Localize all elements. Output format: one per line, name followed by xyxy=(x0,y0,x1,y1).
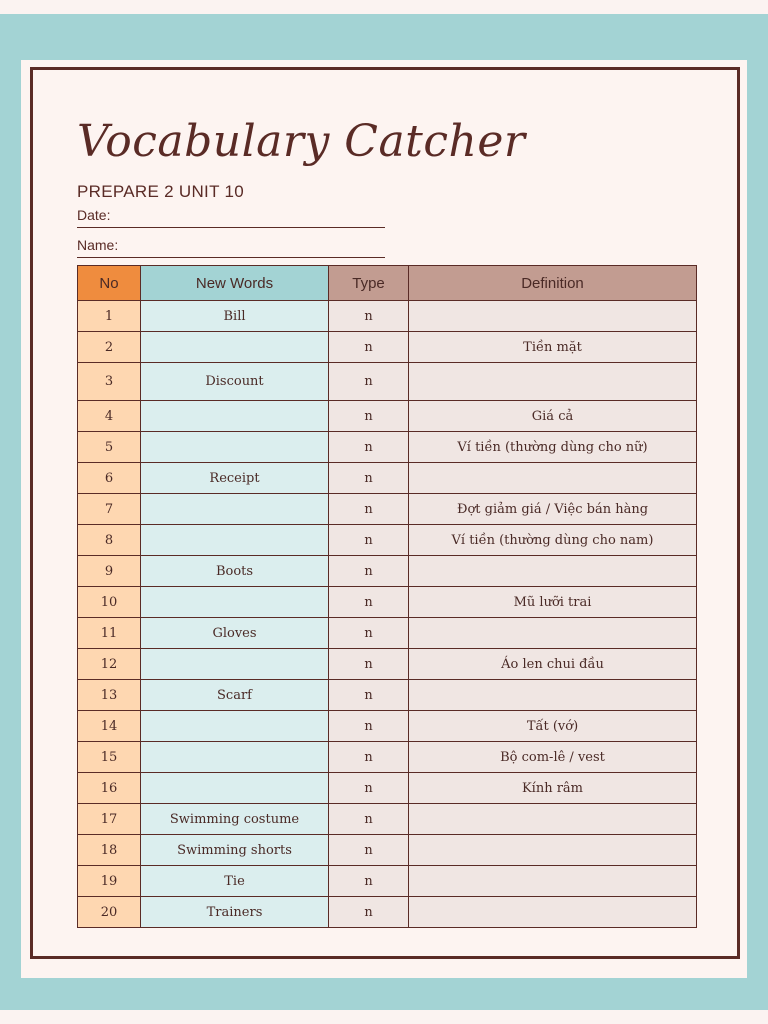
table-row xyxy=(78,301,697,332)
definition-cell[interactable] xyxy=(409,835,697,866)
definition-cell[interactable] xyxy=(409,680,697,711)
new-word-cell[interactable] xyxy=(141,525,329,556)
row-number: 15 xyxy=(78,742,141,773)
row-number: 20 xyxy=(78,897,141,928)
definition-cell[interactable] xyxy=(409,463,697,494)
word-type-cell[interactable]: n xyxy=(329,680,409,711)
definition-cell[interactable]: Mũ lưỡi trai xyxy=(409,587,697,618)
word-type-cell[interactable]: n xyxy=(329,494,409,525)
word-type-cell[interactable]: n xyxy=(329,556,409,587)
definition-cell[interactable]: Bộ com-lê / vest xyxy=(409,742,697,773)
new-word-cell[interactable] xyxy=(141,587,329,618)
new-word-cell[interactable] xyxy=(141,773,329,804)
new-word-cell[interactable] xyxy=(141,649,329,680)
table-row xyxy=(78,432,697,463)
table-row xyxy=(78,773,697,804)
table-row xyxy=(78,804,697,835)
worksheet-subtitle: PREPARE 2 UNIT 10 xyxy=(77,182,244,201)
definition-cell[interactable] xyxy=(409,363,697,401)
date-label: Date: xyxy=(77,207,111,223)
row-number: 9 xyxy=(78,556,141,587)
new-word-cell[interactable] xyxy=(141,401,329,432)
table-row xyxy=(78,618,697,649)
word-type-cell[interactable]: n xyxy=(329,363,409,401)
header-no: No xyxy=(78,266,141,301)
new-word-cell[interactable] xyxy=(141,432,329,463)
new-word-cell[interactable]: Tie xyxy=(141,866,329,897)
top-margin xyxy=(0,0,768,14)
new-word-cell[interactable]: Boots xyxy=(141,556,329,587)
word-type-cell[interactable]: n xyxy=(329,711,409,742)
word-type-cell[interactable]: n xyxy=(329,463,409,494)
definition-cell[interactable]: Ví tiền (thường dùng cho nam) xyxy=(409,525,697,556)
definition-cell[interactable] xyxy=(409,618,697,649)
table-row xyxy=(78,866,697,897)
word-type-cell[interactable]: n xyxy=(329,332,409,363)
worksheet xyxy=(21,60,747,978)
row-number: 17 xyxy=(78,804,141,835)
row-number: 1 xyxy=(78,301,141,332)
word-type-cell[interactable]: n xyxy=(329,525,409,556)
word-type-cell[interactable]: n xyxy=(329,742,409,773)
bottom-margin xyxy=(0,1010,768,1024)
row-number: 14 xyxy=(78,711,141,742)
word-type-cell[interactable]: n xyxy=(329,835,409,866)
row-number: 3 xyxy=(78,363,141,401)
table-row xyxy=(78,680,697,711)
definition-cell[interactable]: Giá cả xyxy=(409,401,697,432)
word-type-cell[interactable]: n xyxy=(329,649,409,680)
new-word-cell[interactable]: Swimming shorts xyxy=(141,835,329,866)
word-type-cell[interactable]: n xyxy=(329,618,409,649)
row-number: 11 xyxy=(78,618,141,649)
definition-cell[interactable]: Kính râm xyxy=(409,773,697,804)
row-number: 12 xyxy=(78,649,141,680)
table-row xyxy=(78,401,697,432)
row-number: 13 xyxy=(78,680,141,711)
new-word-cell[interactable]: Receipt xyxy=(141,463,329,494)
vocabulary-rows xyxy=(78,301,697,928)
word-type-cell[interactable]: n xyxy=(329,401,409,432)
table-row xyxy=(78,363,697,401)
header-definition: Definition xyxy=(409,266,697,301)
word-type-cell[interactable]: n xyxy=(329,773,409,804)
definition-cell[interactable]: Đợt giảm giá / Việc bán hàng xyxy=(409,494,697,525)
definition-cell[interactable]: Ví tiền (thường dùng cho nữ) xyxy=(409,432,697,463)
table-row xyxy=(78,835,697,866)
header-new-words: New Words xyxy=(141,266,329,301)
word-type-cell[interactable]: n xyxy=(329,432,409,463)
new-word-cell[interactable] xyxy=(141,494,329,525)
row-number: 2 xyxy=(78,332,141,363)
date-field[interactable] xyxy=(77,207,385,228)
table-header-row xyxy=(78,266,697,301)
name-field[interactable] xyxy=(77,237,385,258)
word-type-cell[interactable]: n xyxy=(329,804,409,835)
table-row xyxy=(78,494,697,525)
table-row xyxy=(78,525,697,556)
row-number: 18 xyxy=(78,835,141,866)
table-row xyxy=(78,649,697,680)
word-type-cell[interactable]: n xyxy=(329,866,409,897)
definition-cell[interactable]: Áo len chui đầu xyxy=(409,649,697,680)
row-number: 4 xyxy=(78,401,141,432)
name-label: Name: xyxy=(77,237,119,253)
page-background xyxy=(0,14,768,1010)
new-word-cell[interactable]: Discount xyxy=(141,363,329,401)
new-word-cell[interactable]: Gloves xyxy=(141,618,329,649)
definition-cell[interactable]: Tiền mặt xyxy=(409,332,697,363)
word-type-cell[interactable]: n xyxy=(329,587,409,618)
vocabulary-table xyxy=(77,265,697,928)
table-row xyxy=(78,897,697,928)
row-number: 10 xyxy=(78,587,141,618)
table-row xyxy=(78,587,697,618)
definition-cell[interactable] xyxy=(409,556,697,587)
table-row xyxy=(78,556,697,587)
row-number: 16 xyxy=(78,773,141,804)
new-word-cell[interactable] xyxy=(141,332,329,363)
table-row xyxy=(78,463,697,494)
worksheet-title: Vocabulary Catcher xyxy=(77,116,526,167)
table-row xyxy=(78,742,697,773)
definition-cell[interactable] xyxy=(409,866,697,897)
new-word-cell[interactable] xyxy=(141,742,329,773)
word-type-cell[interactable]: n xyxy=(329,301,409,332)
definition-cell[interactable] xyxy=(409,301,697,332)
new-word-cell[interactable]: Trainers xyxy=(141,897,329,928)
row-number: 5 xyxy=(78,432,141,463)
new-word-cell[interactable] xyxy=(141,711,329,742)
header-type: Type xyxy=(329,266,409,301)
row-number: 7 xyxy=(78,494,141,525)
definition-cell[interactable] xyxy=(409,804,697,835)
new-word-cell[interactable]: Swimming costume xyxy=(141,804,329,835)
row-number: 6 xyxy=(78,463,141,494)
row-number: 19 xyxy=(78,866,141,897)
definition-cell[interactable]: Tất (vớ) xyxy=(409,711,697,742)
row-number: 8 xyxy=(78,525,141,556)
new-word-cell[interactable]: Bill xyxy=(141,301,329,332)
table-row xyxy=(78,711,697,742)
new-word-cell[interactable]: Scarf xyxy=(141,680,329,711)
definition-cell[interactable] xyxy=(409,897,697,928)
table-row xyxy=(78,332,697,363)
word-type-cell[interactable]: n xyxy=(329,897,409,928)
